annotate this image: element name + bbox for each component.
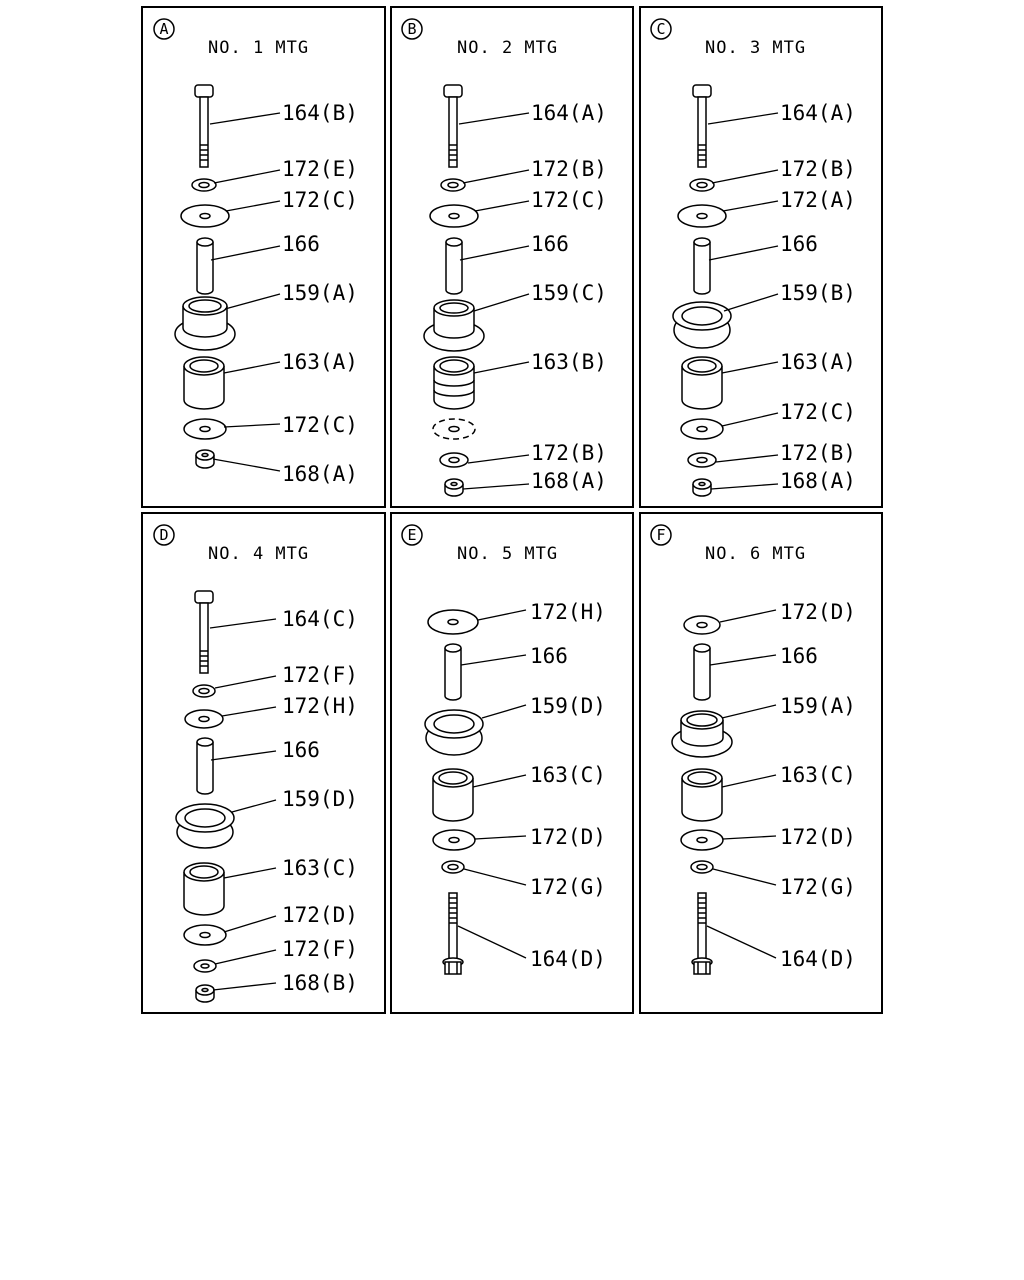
callout-label: 166 [531,232,569,256]
svg-text:C: C [656,20,666,38]
insulator-lower-part [434,357,474,409]
panel-no2-mtg [391,7,633,507]
small-washer-part [193,685,215,697]
bolt-part [195,85,213,167]
small-washer-part [690,179,714,191]
panel-no6-mtg [640,513,882,1013]
callout-label: 164(A) [531,101,607,125]
callout-label: 163(C) [530,763,606,787]
large-washer-part [684,616,720,634]
svg-text:A: A [159,20,169,38]
nut-part [445,479,463,496]
insulator-upper-part [176,804,234,848]
large-washer-part [678,205,726,227]
panel-letter-c [651,19,671,39]
callout-label: 166 [780,232,818,256]
small-washer-part [440,453,468,467]
panel-letter-d [154,525,174,545]
callout-label: 163(B) [531,350,607,374]
large-washer-part [433,830,475,850]
insulator-upper-part [175,297,235,350]
nut-part [693,479,711,496]
panel-no3-mtg [640,7,882,507]
callout-label: 168(B) [282,971,358,995]
callout-label: 164(C) [282,607,358,631]
callout-label: 168(A) [282,462,358,486]
callout-label: 166 [780,644,818,668]
callout-label: 172(A) [780,188,856,212]
callout-label: 166 [282,738,320,762]
panel-letter-b [402,19,422,39]
callout-label: 172(F) [282,663,358,687]
svg-text:E: E [407,526,417,544]
optional-washer-part [433,419,475,439]
insulator-lower-part [184,863,224,915]
panel-letter-f [651,525,671,545]
callout-label: 159(A) [780,694,856,718]
flange-bolt-part [692,893,712,974]
panel-title: NO. 6 MTG [705,544,807,564]
nut-part [196,450,214,468]
flange-bolt-part [443,893,463,974]
small-washer-part [691,861,713,873]
callout-label: 163(C) [780,763,856,787]
callout-label: 172(B) [780,441,856,465]
callout-label: 172(C) [531,188,607,212]
panel-no1-mtg [142,7,385,507]
small-washer-part [192,179,216,191]
small-washer-part [194,960,216,972]
panel-letter-e [402,525,422,545]
callout-label: 172(D) [780,825,856,849]
bolt-part [195,591,213,673]
insulator-lower-part [433,769,473,821]
callout-label: 159(D) [282,787,358,811]
panel-title: NO. 2 MTG [457,38,559,58]
large-washer-part [681,419,723,439]
sleeve-part [694,238,710,294]
sleeve-part [197,738,213,794]
large-washer-part [184,419,226,439]
callout-label: 168(A) [531,469,607,493]
svg-text:F: F [656,526,666,544]
callout-label: 164(D) [780,947,856,971]
callout-label: 172(C) [282,413,358,437]
callout-label: 172(G) [530,875,606,899]
sleeve-part [446,238,462,294]
callout-label: 163(A) [780,350,856,374]
callout-label: 172(D) [780,600,856,624]
svg-text:D: D [159,526,169,544]
callout-label: 159(D) [530,694,606,718]
large-washer-part [430,205,478,227]
svg-text:B: B [407,20,417,38]
bolt-part [444,85,462,167]
small-washer-part [688,453,716,467]
callout-label: 172(F) [282,937,358,961]
callout-label: 166 [530,644,568,668]
panel-letter-a [154,19,174,39]
panel-title: NO. 1 MTG [208,38,310,58]
callout-label: 172(C) [282,188,358,212]
large-washer-part [185,710,223,728]
callout-label: 166 [282,232,320,256]
callout-label: 164(D) [530,947,606,971]
panel-title: NO. 5 MTG [457,544,559,564]
callout-label: 172(D) [530,825,606,849]
large-washer-part [428,610,478,634]
callout-label: 159(C) [531,281,607,305]
panel-title: NO. 3 MTG [705,38,807,58]
callout-label: 163(C) [282,856,358,880]
bolt-part [693,85,711,167]
insulator-lower-part [184,357,224,409]
insulator-lower-part [682,769,722,821]
callout-label: 164(B) [282,101,358,125]
leader-lines [210,113,280,471]
panel-no4-mtg [142,513,385,1013]
callout-label: 168(A) [780,469,856,493]
callout-label: 172(G) [780,875,856,899]
insulator-upper-part [424,300,484,351]
panel-no5-mtg [391,513,633,1013]
callout-label: 163(A) [282,350,358,374]
callout-label: 172(D) [282,903,358,927]
large-washer-part [184,925,226,945]
insulator-upper-part [425,710,483,755]
small-washer-part [441,179,465,191]
callout-label: 172(H) [282,694,358,718]
callout-label: 172(B) [780,157,856,181]
large-washer-part [181,205,229,227]
callout-label: 172(B) [531,441,607,465]
callout-label: 159(B) [780,281,856,305]
callout-label: 172(H) [530,600,606,624]
callout-label: 172(C) [780,400,856,424]
panel-title: NO. 4 MTG [208,544,310,564]
callout-label: 159(A) [282,281,358,305]
sleeve-part [445,644,461,700]
nut-part [196,985,214,1002]
callout-label: 164(A) [780,101,856,125]
small-washer-part [442,861,464,873]
insulator-upper-part [673,302,731,348]
callout-label: 172(B) [531,157,607,181]
large-washer-part [681,830,723,850]
callout-label: 172(E) [282,157,358,181]
sleeve-part [197,238,213,294]
sleeve-part [694,644,710,700]
insulator-lower-part [682,357,722,409]
